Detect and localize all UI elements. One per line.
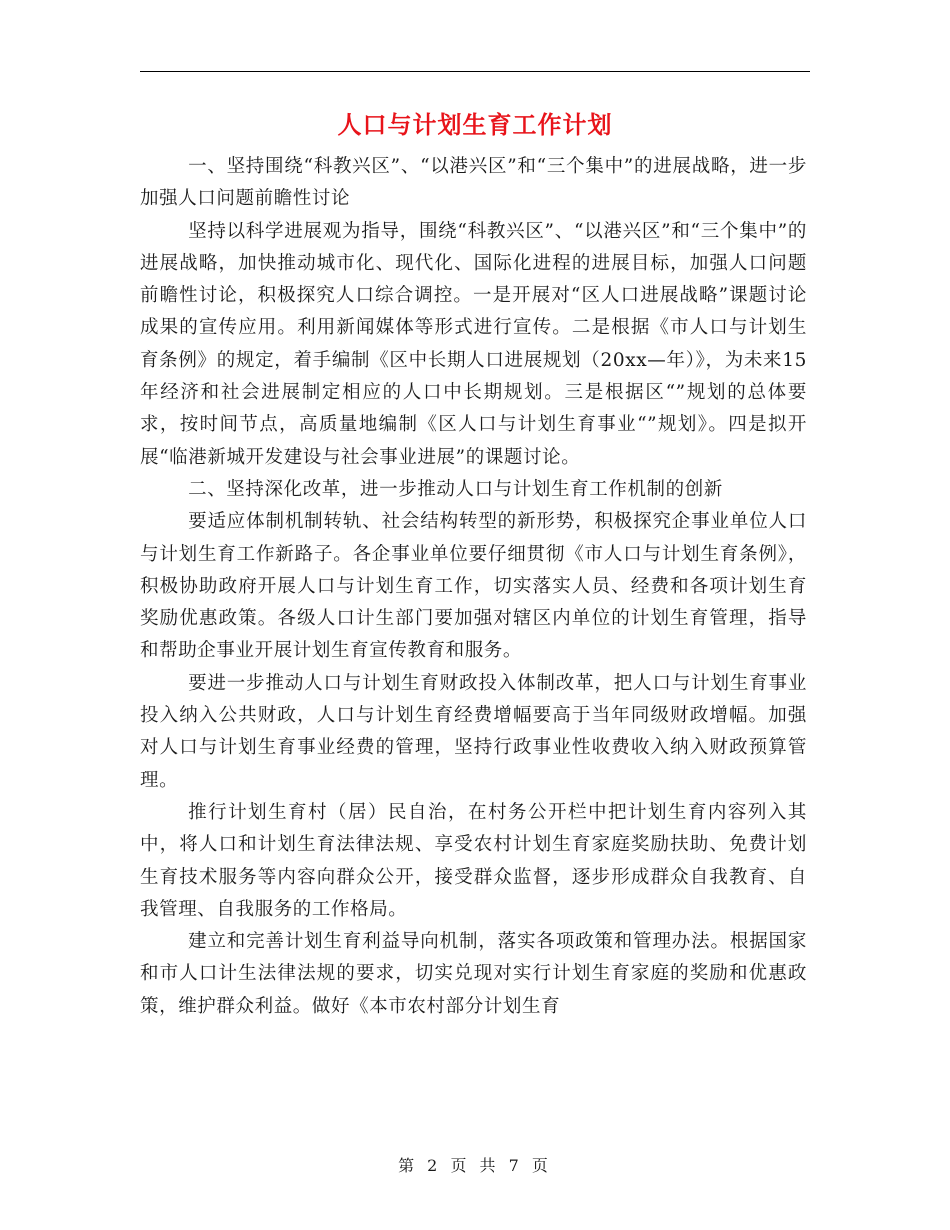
- paragraph-enterprise-units: 要适应体制机制转轨、社会结构转型的新形势，积极探究企事业单位人口与计划生育工作新路子。各企事业单位要仔细贯彻《市人口与计划生育条例》，积极协助政府开展人口与计划生育工作，切实落实人员、经费和各项计划生育奖励优惠政策。各级人口计生部门要加强对辖区内单位的计划生育管理，指导和帮助企事业开展计划生育宣传教育和服务。: [140, 511, 807, 662]
- paragraph-section-1-body: 坚持以科学进展观为指导，围绕“科教兴区”、“以港兴区”和“三个集中”的进展战略，加快推动城市化、现代化、国际化进程的进展目标，加强人口问题前瞻性讨论，积极探究人口综合调控。一是开展对“区人口进展战略”课题讨论成果的宣传应用。利用新闻媒体等形式进行宣传。二是根据《市人口与计划生育条例》的规定，着手编制《区中长期人口进展规划（20xx—年）》，为未来15年经济和社会进展制定相应的人口中长期规划。三是根据区“”规划的总体要求，按时间节点，高质量地编制《区人口与计划生育事业“”规划》。四是拟开展“临港新城开发建设与社会事业进展”的课题讨论。: [140, 220, 807, 468]
- paragraph-section-1-heading: 一、坚持围绕“科教兴区”、“以港兴区”和“三个集中”的进展战略，进一步加强人口问题前瞻性讨论: [140, 156, 807, 210]
- document-body: [140, 151, 807, 1023]
- paragraph-fiscal-reform: 要进一步推动人口与计划生育财政投入体制改革，把人口与计划生育事业投入纳入公共财政，人口与计划生育经费增幅要高于当年同级财政增幅。加强对人口与计划生育事业经费的管理，坚持行政事业性收费收入纳入财政预算管理。: [140, 672, 807, 791]
- paragraph-village-autonomy: 推行计划生育村（居）民自治，在村务公开栏中把计划生育内容列入其中，将人口和计划生育法律法规、享受农村计划生育家庭奖励扶助、免费计划生育技术服务等内容向群众公开，接受群众监督，逐步形成群众自我教育、自我管理、自我服务的工作格局。: [140, 801, 807, 920]
- paragraph-incentive-mechanism: 建立和完善计划生育利益导向机制，落实各项政策和管理办法。根据国家和市人口计生法律法规的要求，切实兑现对实行计划生育家庭的奖励和优惠政策，维护群众利益。做好《本市农村部分计划生育: [140, 931, 807, 1017]
- header-rule: [140, 71, 810, 72]
- document-title: 人口与计划生育工作计划: [337, 111, 613, 139]
- paragraph-section-2-heading: 二、坚持深化改革，进一步推动人口与计划生育工作机制的创新: [188, 478, 723, 500]
- page-number-footer: 第 2 页 共 7 页: [398, 1156, 552, 1175]
